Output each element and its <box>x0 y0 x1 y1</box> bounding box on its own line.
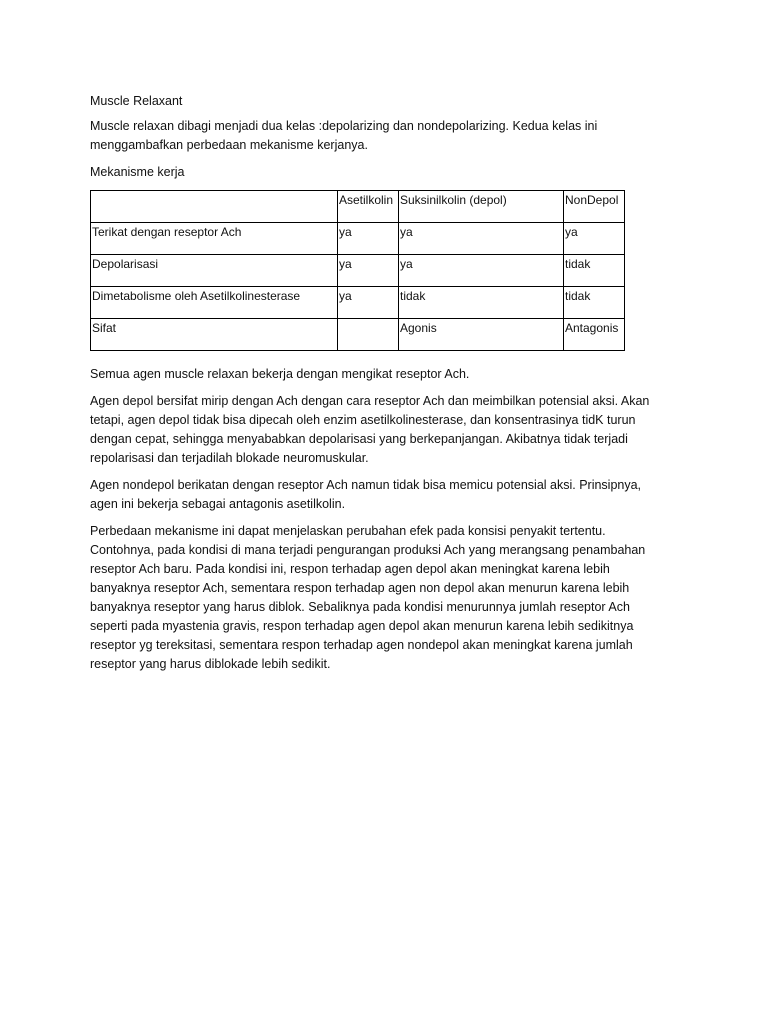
table-header-row <box>91 191 625 223</box>
table-cell: ya <box>399 223 564 255</box>
table-header-cell: Suksinilkolin (depol) <box>399 191 564 223</box>
table-cell: Depolarisasi <box>91 255 338 287</box>
table-cell: Antagonis <box>564 319 625 351</box>
table-cell: Sifat <box>91 319 338 351</box>
table-header-cell <box>91 191 338 223</box>
table-cell: tidak <box>399 287 564 319</box>
table-row <box>91 319 625 351</box>
table-cell: Agonis <box>399 319 564 351</box>
body-text <box>90 365 670 674</box>
table-cell: Terikat dengan reseptor Ach <box>91 223 338 255</box>
table-cell: ya <box>338 287 399 319</box>
table-header-cell: NonDepol <box>564 191 625 223</box>
table-row <box>91 287 625 319</box>
table-row <box>91 223 625 255</box>
table-row <box>91 255 625 287</box>
mechanism-table <box>90 190 625 351</box>
body-paragraph: Agen depol bersifat mirip dengan Ach dengan cara reseptor Ach dan meimbilkan potensial aksi. Akan tetapi, agen depol tidak bisa dipecah oleh enzim asetilkolinesterase, dan konsentrasinya tidK turun dengan cepat, sehingga menyababkan depolarisasi yang berkepanjangan. Akibatnya tidak terjadi repolarisasi dan terjadilah blokade neuromuskular. <box>90 394 650 465</box>
table-cell: ya <box>338 255 399 287</box>
document-page <box>90 92 670 682</box>
body-paragraph: Perbedaan mekanisme ini dapat menjelaskan perubahan efek pada konsisi penyakit tertentu. Contohnya, pada kondisi di mana terjadi pengurangan produksi Ach yang merangsang penambahan reseptor Ach baru. Pada kondisi ini, respon terhadap agen depol akan meningkat karena lebih banyaknya reseptor Ach, sementara respon terhadap agen non depol akan menurun karena lebih banyaknya reseptor yang harus diblok. Sebaliknya pada kondisi menurunnya jumlah reseptor Ach seperti pada myastenia gravis, respon terhadap agen depol akan menurun karena lebih sedikitnya reseptor yg tereksitasi, sementara respon terhadap agen nondepol akan meningkat karena jumlah reseptor yang harus diblokade lebih sedikit. <box>90 524 646 671</box>
table-cell: tidak <box>564 255 625 287</box>
table-cell: ya <box>564 223 625 255</box>
table-cell: tidak <box>564 287 625 319</box>
table-cell: ya <box>399 255 564 287</box>
table-cell <box>338 319 399 351</box>
intro-paragraph: Muscle relaxan dibagi menjadi dua kelas :depolarizing dan nondepolarizing. Kedua kelas ini menggambafkan perbedaan mekanisme kerjanya. <box>90 119 598 152</box>
document-title: Muscle Relaxant <box>90 94 183 108</box>
body-paragraph: Agen nondepol berikatan dengan reseptor Ach namun tidak bisa memicu potensial aksi. Prinsipnya, agen ini bekerja sebagai antagonis asetilkolin. <box>90 478 642 511</box>
body-paragraph: Semua agen muscle relaxan bekerja dengan mengikat reseptor Ach. <box>90 367 470 381</box>
table-cell: Dimetabolisme oleh Asetilkolinesterase <box>91 287 338 319</box>
section-label: Mekanisme kerja <box>90 165 185 179</box>
table-cell: ya <box>338 223 399 255</box>
table-header-cell: Asetilkolin <box>338 191 399 223</box>
